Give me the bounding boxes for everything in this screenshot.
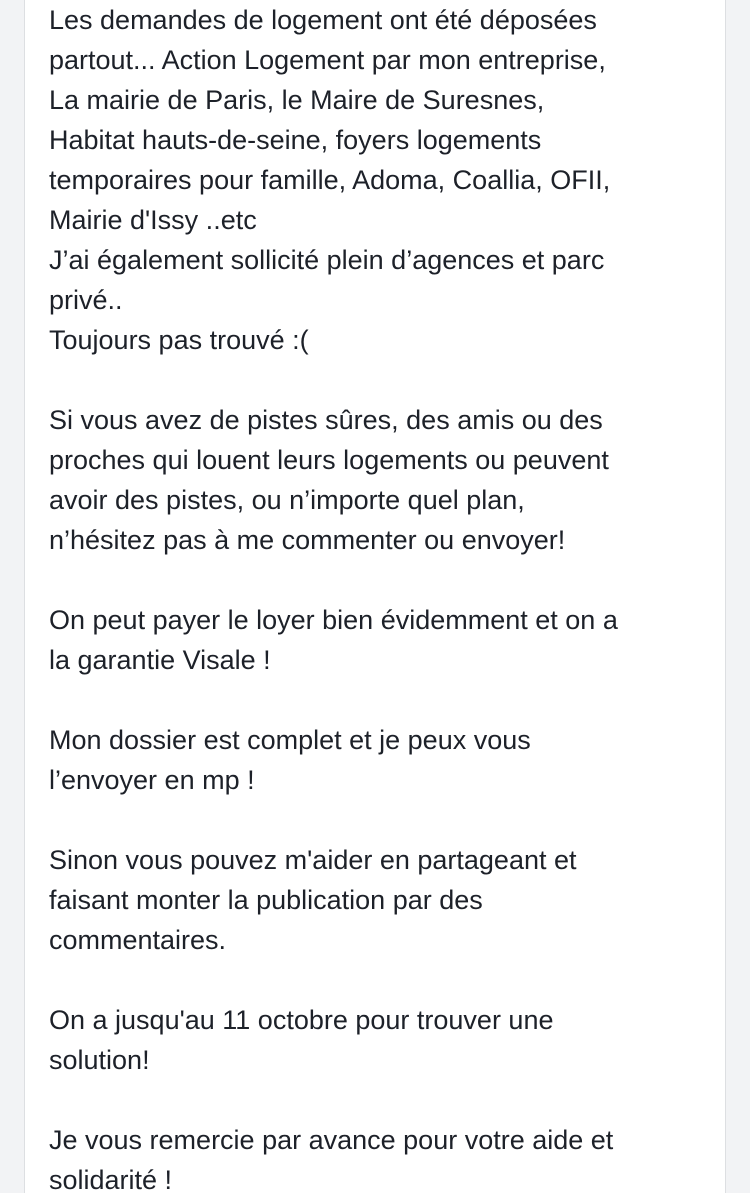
post-text-line: n’hésitez pas à me commenter ou envoyer! [49, 525, 566, 555]
post-text-line: temporaires pour famille, Adoma, Coallia, OFII, [49, 165, 611, 195]
post-text-line: Sinon vous pouvez m'aider en partageant et [49, 845, 577, 875]
post-text-line: Je vous remercie par avance pour votre aide et [49, 1125, 614, 1155]
post-text-line: Mairie d'Issy ..etc [49, 205, 257, 235]
paragraph-gap [49, 680, 709, 720]
post-text-line: commentaires. [49, 925, 227, 955]
post-text-line: Si vous avez de pistes sûres, des amis ou des [49, 405, 603, 435]
post-text-line: l’envoyer en mp ! [49, 765, 255, 795]
paragraph-gap [49, 360, 709, 400]
post-text-line: solution! [49, 1045, 150, 1075]
post-text-line: Habitat hauts-de-seine, foyers logements [49, 125, 542, 155]
paragraph-gap [49, 800, 709, 840]
post-text-line: faisant monter la publication par des [49, 885, 483, 915]
post-card [24, 0, 726, 1193]
post-text-line: Les demandes de logement ont été déposées [49, 5, 597, 35]
post-text-line: la garantie Visale ! [49, 645, 271, 675]
paragraph-gap [49, 960, 709, 1000]
post-text-line: La mairie de Paris, le Maire de Suresnes, [49, 85, 545, 115]
post-text-line: privé.. [49, 285, 123, 315]
post-text-line: avoir des pistes, ou n’importe quel plan, [49, 485, 525, 515]
post-text-line: On a jusqu'au 11 octobre pour trouver une [49, 1005, 554, 1035]
post-text-line: partout... Action Logement par mon entreprise, [49, 45, 606, 75]
post-text-line: proches qui louent leurs logements ou peuvent [49, 445, 609, 475]
post-body-text [49, 0, 709, 1193]
post-text-line: solidarité ! [49, 1165, 173, 1193]
post-text-line: Toujours pas trouvé :( [49, 325, 309, 355]
post-text-line: On peut payer le loyer bien évidemment et on a [49, 605, 618, 635]
paragraph-gap [49, 1080, 709, 1120]
post-text-line: Mon dossier est complet et je peux vous [49, 725, 531, 755]
paragraph-gap [49, 560, 709, 600]
post-text-line: J’ai également sollicité plein d’agences et parc [49, 245, 605, 275]
